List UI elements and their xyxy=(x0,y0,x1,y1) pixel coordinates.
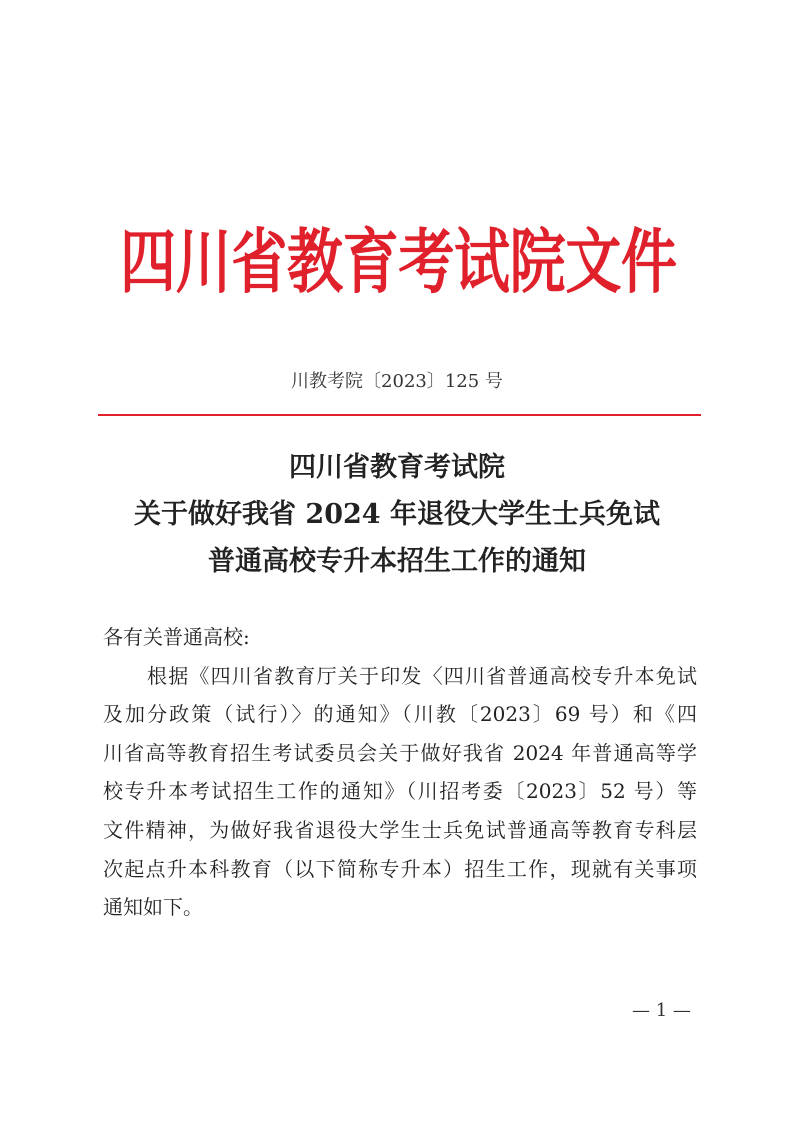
paragraph-line xyxy=(103,850,697,889)
paragraph-line-text: 通知如下。 xyxy=(103,895,203,920)
document-body xyxy=(103,618,697,927)
red-divider-line xyxy=(98,414,701,416)
paragraph-line xyxy=(103,657,697,696)
paragraph-line xyxy=(103,888,697,927)
paragraph-line-text: 根据《四川省教育厅关于印发〈四川省普通高校专升本免试 xyxy=(147,663,697,688)
title-line: 四川省教育考试院 xyxy=(289,452,505,483)
salutation: 各有关普通高校: xyxy=(103,625,250,649)
issuer-masthead: 四川省教育考试院文件 xyxy=(120,220,676,304)
title-line: 关于做好我省 2024 年退役大学生士兵免试 xyxy=(134,499,660,530)
paragraph-line-text: 校专升本考试招生工作的通知》（川招考委〔2023〕52 号）等 xyxy=(103,779,697,804)
paragraph-line-text: 文件精神，为做好我省退役大学生士兵免试普通高等教育专科层 xyxy=(103,817,697,842)
paragraph-line xyxy=(103,695,697,734)
document-title xyxy=(0,444,794,585)
paragraph-line-text: 次起点升本科教育（以下简称专升本）招生工作，现就有关事项 xyxy=(103,856,697,881)
title-line: 普通高校专升本招生工作的通知 xyxy=(208,546,586,577)
document-number: 川教考院〔2023〕125 号 xyxy=(291,371,503,392)
page-number: — 1 — xyxy=(632,1000,691,1021)
paragraph-line xyxy=(103,734,697,773)
paragraph-line xyxy=(103,772,697,811)
paragraph-line xyxy=(103,811,697,850)
paragraph-line-text: 及加分政策（试行）〉的通知》（川教〔2023〕69 号）和《四 xyxy=(103,702,697,727)
paragraph-line-text: 川省高等教育招生考试委员会关于做好我省 2024 年普通高等学 xyxy=(103,740,697,765)
